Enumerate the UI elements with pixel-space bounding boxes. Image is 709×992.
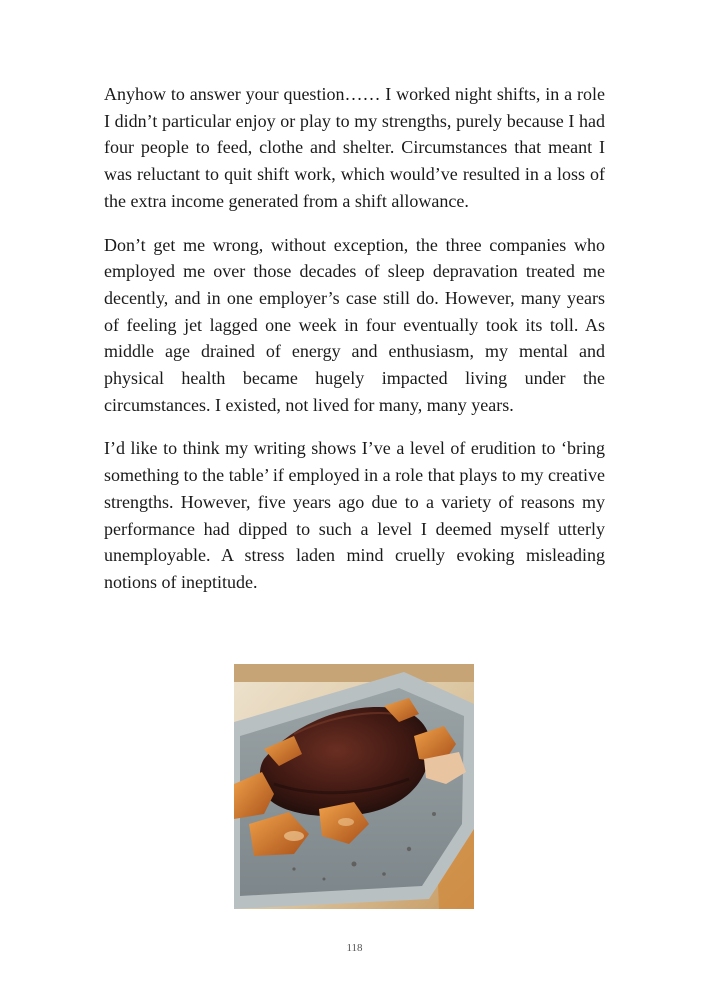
body-text bbox=[104, 81, 605, 613]
paragraph-3: I’d like to think my writing shows I’ve a level of erudition to ‘bring something to the table’ if employed in a role that plays to my creative strengths. However, five years ago due to a variety of reasons my performance had dipped to such a level I deemed myself utterly unemployable. A stress laden mind cruelly evoking misleading notions of ineptitude. bbox=[104, 438, 605, 592]
paragraph-1: Anyhow to answer your question…… I worked night shifts, in a role I didn’t particular enjoy or play to my strengths, purely because I had four people to feed, clothe and shelter. Circumstances that meant I was reluctant to quit shift work, which would’ve resulted in a loss of the extra income generated from a shift allowance. bbox=[104, 84, 605, 211]
roast-beef-photo bbox=[234, 664, 474, 909]
page-number: 118 bbox=[346, 942, 363, 954]
paragraph-2: Don’t get me wrong, without exception, the three companies who employed me over those decades of sleep depravation treated me decently, and in one employer’s case still do. However, many years of feeling jet lagged one week in four eventually took its toll. As middle age drained of energy and enthusiasm, my mental and physical health became hugely impacted living under the circumstances. I existed, not lived for many, many years. bbox=[104, 234, 605, 415]
